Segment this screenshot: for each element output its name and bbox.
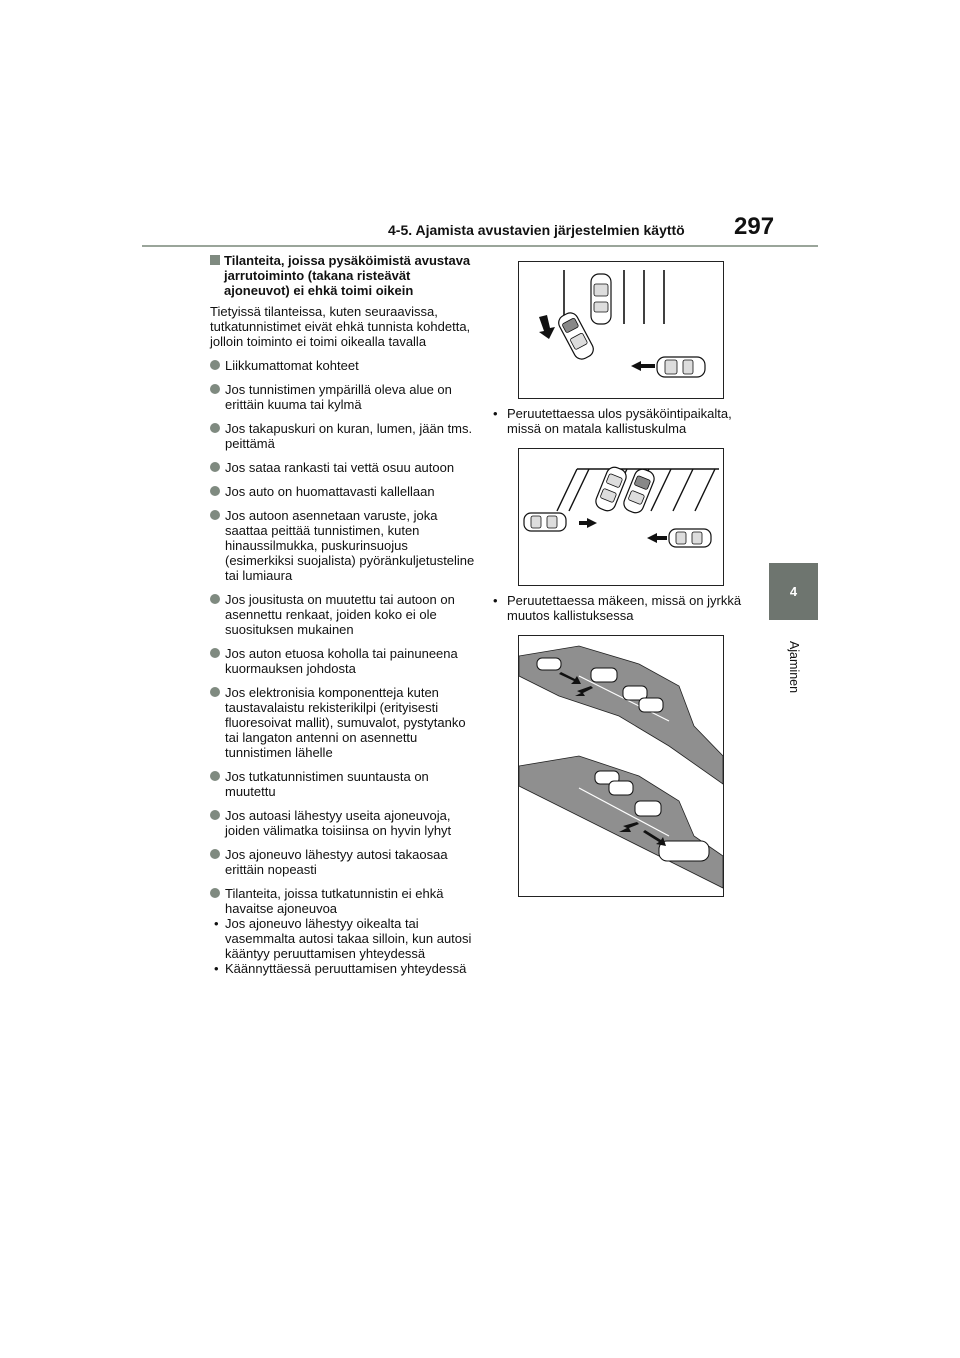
list-item: Liikkumattomat kohteet [210, 358, 478, 373]
list-item: Jos tunnistimen ympärillä oleva alue on erittäin kuuma tai kylmä [210, 382, 478, 412]
car-icon [635, 801, 661, 816]
chapter-name: Ajaminen [787, 640, 801, 694]
dot-icon: • [214, 916, 219, 931]
circle-bullet-icon [210, 648, 220, 658]
list-item: Jos auton etuosa koholla tai painuneena kuormauksen johdosta [210, 646, 478, 676]
approaching-car-icon [669, 529, 711, 547]
dot-icon: • [493, 406, 498, 421]
list-item: Jos autoasi lähestyy useita ajoneuvoja, joiden välimatka toisiinsa on hyvin lyhyt [210, 808, 478, 838]
circle-bullet-icon [210, 384, 220, 394]
list-item: Jos tutkatunnistimen suuntausta on muutettu [210, 769, 478, 799]
car-icon [639, 698, 663, 712]
parked-car-icon [591, 274, 611, 324]
circle-bullet-icon [210, 888, 220, 898]
sub-list [210, 916, 478, 976]
illustration-slope [518, 635, 724, 897]
list-item: Tilanteita, joissa tutkatunnistin ei ehkä havaitse ajoneuvoa • Jos ajoneuvo lähestyy oikealta tai vasemmalta autosi takaa silloin, kun autosi kääntyy peruuttamisen yhteydessä • Käännyttäessä peruuttamisen yhteydessä [210, 886, 478, 976]
reversing-car-icon [621, 467, 656, 515]
header-divider [142, 245, 818, 247]
dot-icon: • [214, 961, 219, 976]
arrow-right-icon [579, 518, 597, 528]
arrow-left-icon [647, 533, 667, 543]
list-item: • Peruutettaessa ulos pysäköintipaikalta, missä on matala kallistuskulma [493, 406, 732, 436]
list-item: Jos takapuskuri on kuran, lumen, jään tms. peittämä [210, 421, 478, 451]
list-item: Jos elektronisia komponentteja kuten taustavalaistu rekisterikilpi (erityisesti fluoresoivat mallit), sumuvalot, pystytanko tai langaton antenni on asennettu tunnistimen lähelle [210, 685, 478, 760]
car-icon [659, 841, 709, 861]
list-item: Jos jousitusta on muutettu tai autoon on asennettu renkaat, joiden koko ei ole suosituksen mukainen [210, 592, 478, 637]
approaching-car-icon [524, 513, 566, 531]
list-item: • Peruutettaessa mäkeen, missä on jyrkkä muutos kallistuksessa [493, 593, 742, 623]
circle-bullet-icon [210, 771, 220, 781]
car-icon [609, 781, 633, 795]
reversing-car-icon [556, 310, 596, 362]
sub-list-item: • Jos ajoneuvo lähestyy oikealta tai vasemmalta autosi takaa silloin, kun autosi kääntyy peruuttamisen yhteydessä [214, 916, 472, 961]
illustration-angled-parking [518, 448, 724, 586]
circle-bullet-icon [210, 360, 220, 370]
circle-bullet-icon [210, 810, 220, 820]
arrow-left-icon [631, 361, 655, 371]
illustration-perpendicular-parking [518, 261, 724, 399]
circle-bullet-icon [210, 486, 220, 496]
dot-icon: • [493, 593, 498, 608]
page-number: 297 [734, 213, 775, 240]
header-section-title: 4-5. Ajamista avustavien järjestelmien käyttö [388, 222, 685, 238]
list-item: Jos ajoneuvo lähestyy autosi takaosaa erittäin nopeasti [210, 847, 478, 877]
approaching-car-icon [657, 357, 705, 377]
section-heading: Tilanteita, joissa pysäköimistä avustava jarrutoiminto (takana risteävät ajoneuvot) ei ehkä toimi oikein [210, 253, 478, 298]
car-icon [537, 658, 561, 670]
chapter-number: 4 [789, 584, 798, 599]
circle-bullet-icon [210, 423, 220, 433]
parked-car-icon [593, 465, 628, 513]
left-column [210, 253, 478, 985]
arrow-down-icon [539, 315, 555, 339]
list-item: Jos sataa rankasti tai vettä osuu autoon [210, 460, 478, 475]
circle-bullet-icon [210, 462, 220, 472]
chapter-tab[interactable] [769, 563, 818, 620]
circle-bullet-icon [210, 510, 220, 520]
square-bullet-icon [210, 255, 220, 265]
list-item: Jos auto on huomattavasti kallellaan [210, 484, 478, 499]
circle-bullet-icon [210, 687, 220, 697]
intro-paragraph: Tietyissä tilanteissa, kuten seuraavissa, tutkatunnistimet eivät ehkä tunnista kohdetta, jolloin toiminto ei toimi oikealla tavalla [210, 304, 471, 349]
circle-bullet-icon [210, 594, 220, 604]
list-item: Jos autoon asennetaan varuste, joka saattaa peittää tunnistimen, kuten hinaussilmukka, puskurinsuojus (esimerkiksi suojalista) pyöränkuljetusteline tai lumiaura [210, 508, 478, 583]
car-icon [591, 668, 617, 682]
chapter-label [772, 632, 816, 702]
sub-list-item: • Käännyttäessä peruuttamisen yhteydessä [214, 961, 467, 976]
circle-bullet-icon [210, 849, 220, 859]
